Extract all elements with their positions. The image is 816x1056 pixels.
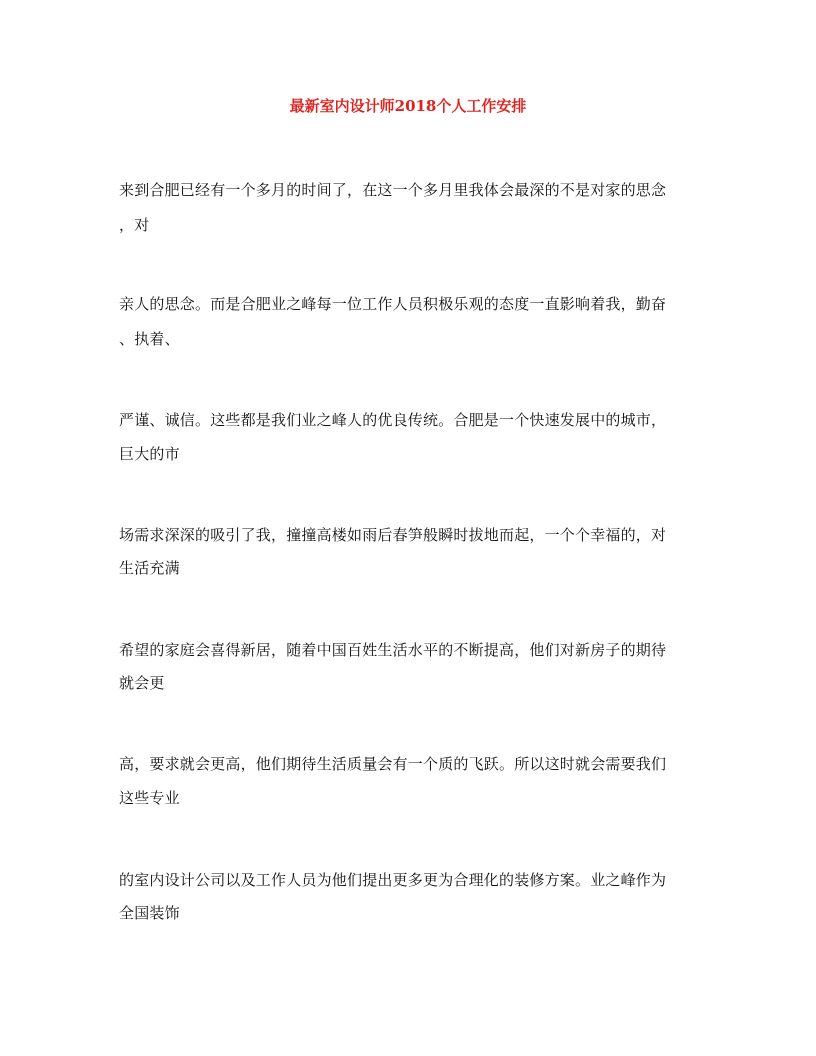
body-line-13: 的室内设计公司以及工作人员为他们提出更多更为合理化的装修方案。业之峰作为 [119,871,667,889]
body-line-12: 这些专业 [119,789,180,807]
document-title: 最新室内设计师2018个人工作安排 [289,97,527,115]
body-line-3: 亲人的思念。而是合肥业之峰每一位工作人员积极乐观的态度一直影响着我，勤奋 [119,295,667,313]
body-line-1: 来到合肥已经有一个多月的时间了，在这一个多月里我体会最深的不是对家的思念 [119,181,667,199]
body-line-8: 生活充满 [119,559,180,577]
body-line-14: 全国装饰 [119,904,180,922]
body-line-5: 严谨、诚信。这些都是我们业之峰人的优良传统。合肥是一个快速发展中的城市， [119,411,667,429]
body-line-6: 巨大的市 [119,445,180,463]
body-line-2: ，对 [119,216,150,234]
body-line-4: 、执着、 [119,330,180,348]
body-line-10: 就会更 [119,674,165,692]
body-line-11: 高，要求就会更高，他们期待生活质量会有一个质的飞跃。所以这时就会需要我们 [119,755,667,773]
body-line-7: 场需求深深的吸引了我，撞撞高楼如雨后春笋般瞬时拔地而起，一个个幸福的，对 [119,526,667,544]
body-line-9: 希望的家庭会喜得新居，随着中国百姓生活水平的不断提高，他们对新房子的期待 [119,641,667,659]
